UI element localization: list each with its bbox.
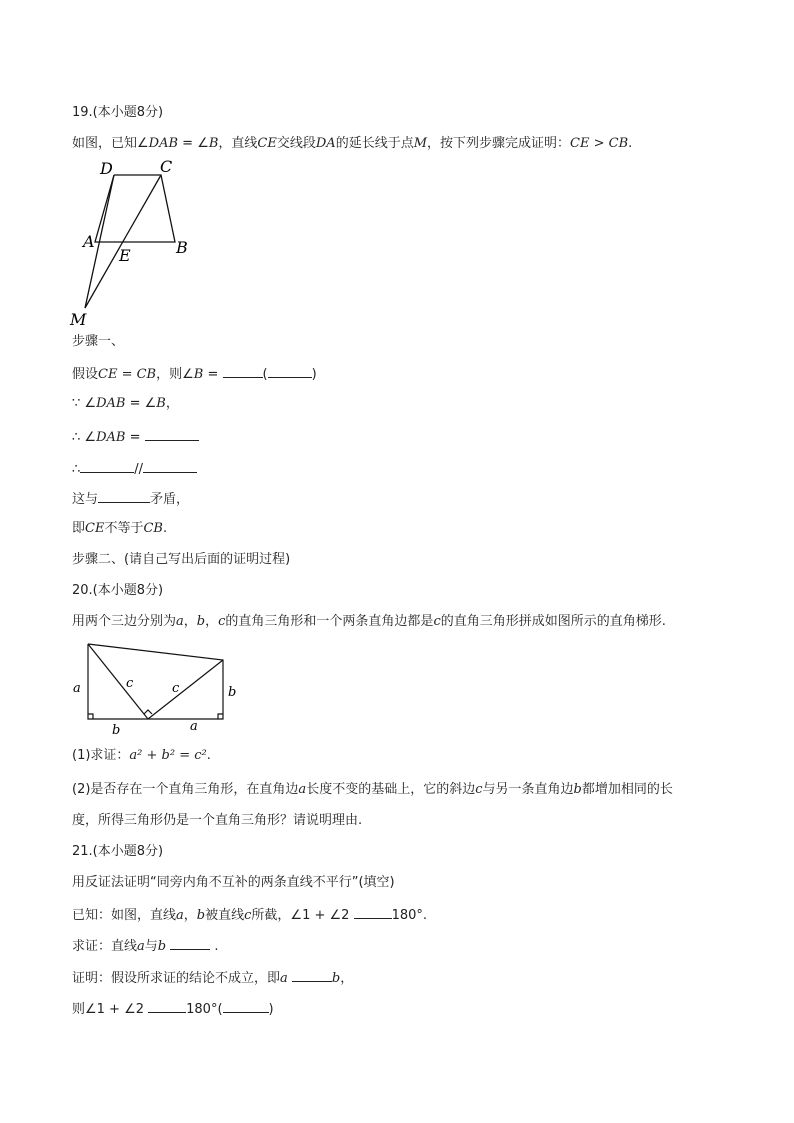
q20-label-b-right: b: [228, 685, 237, 700]
q19-label-m: M: [70, 310, 87, 329]
q20-hyp-right: [148, 660, 223, 719]
blank-parallel-left[interactable]: [80, 459, 134, 473]
q21-proof: 证明：假设所求证的结论不成立，即a b，: [72, 968, 353, 988]
q20-label-a-left: a: [73, 681, 81, 696]
q19-label-b: B: [176, 238, 188, 257]
q21-then: 则∠1 + ∠2 180°( ): [72, 999, 274, 1019]
q19-line6: 即CE不等于CB.: [72, 521, 168, 536]
q19-label-e: E: [119, 246, 131, 265]
q20-right-angle-mid: [144, 710, 152, 714]
q20-part1: (1)求证：a² + b² = c².: [72, 748, 211, 763]
q19-figure: [68, 155, 198, 330]
q19-line5: 这与 矛盾，: [72, 489, 189, 509]
q21-header: 21.(本小题8分): [72, 844, 164, 859]
q19-label-c: C: [160, 157, 173, 176]
q19-label-a: A: [83, 232, 95, 251]
blank-then-reason[interactable]: [223, 999, 269, 1013]
q19-line2: ∵ ∠DAB = ∠B，: [72, 396, 179, 411]
q20-stem: 用两个三边分别为a，b，c的直角三角形和一个两条直角边都是c的直角三角形拼成如图所示的直角梯形.: [72, 614, 666, 629]
q21-prove: 求证：直线a与b .: [72, 936, 219, 956]
q20-part2: (2)是否存在一个直角三角形，在直角边a长度不变的基础上，它的斜边c与另一条直角边b都增加相同的长: [72, 782, 673, 797]
blank-then-relation[interactable]: [148, 999, 186, 1013]
q20-label-c-left: c: [126, 676, 134, 691]
q20-hyp-left: [88, 644, 148, 719]
blank-prove-relation[interactable]: [170, 936, 210, 950]
q20-trapezoid: [88, 644, 223, 719]
q21-intro: 用反证法证明“同旁内角不互补的两条直线不平行”(填空): [72, 875, 395, 890]
q19-line3: ∴ ∠DAB =: [72, 427, 199, 447]
q19-step1: 步骤一、: [72, 334, 125, 349]
q20-label-a-bottom: a: [190, 719, 198, 734]
blank-given-relation[interactable]: [354, 905, 392, 919]
blank-angle-b[interactable]: [223, 364, 263, 378]
q20-figure: [68, 640, 243, 740]
blank-contradiction[interactable]: [98, 489, 150, 503]
q20-right-angle-left: [88, 714, 93, 719]
q20-part2-cont: 度，所得三角形仍是一个直角三角形？请说明理由.: [72, 813, 363, 828]
q21-given: 已知：如图，直线a，b被直线c所截，∠1 + ∠2 180°.: [72, 905, 427, 925]
q20-header: 20.(本小题8分): [72, 583, 164, 598]
q20-right-angle-right: [218, 714, 223, 719]
q20-label-c-right: c: [172, 681, 180, 696]
blank-parallel-right[interactable]: [143, 459, 197, 473]
q19-line4: ∴ //: [72, 459, 197, 479]
q19-label-d: D: [100, 159, 113, 178]
blank-angle-dab[interactable]: [145, 427, 199, 441]
q19-stem: 如图，已知∠DAB = ∠B，直线CE交线段DA的延长线于点M，按下列步骤完成证明：CE > CB.: [72, 136, 633, 151]
q20-label-b-bottom: b: [112, 723, 121, 738]
q19-line1: 假设CE = CB，则∠B = ( ): [72, 364, 317, 384]
q19-header: 19.(本小题8分): [72, 105, 164, 120]
blank-reason[interactable]: [268, 364, 312, 378]
blank-assumption[interactable]: [292, 968, 332, 982]
q19-step2: 步骤二、(请自己写出后面的证明过程): [72, 552, 291, 567]
